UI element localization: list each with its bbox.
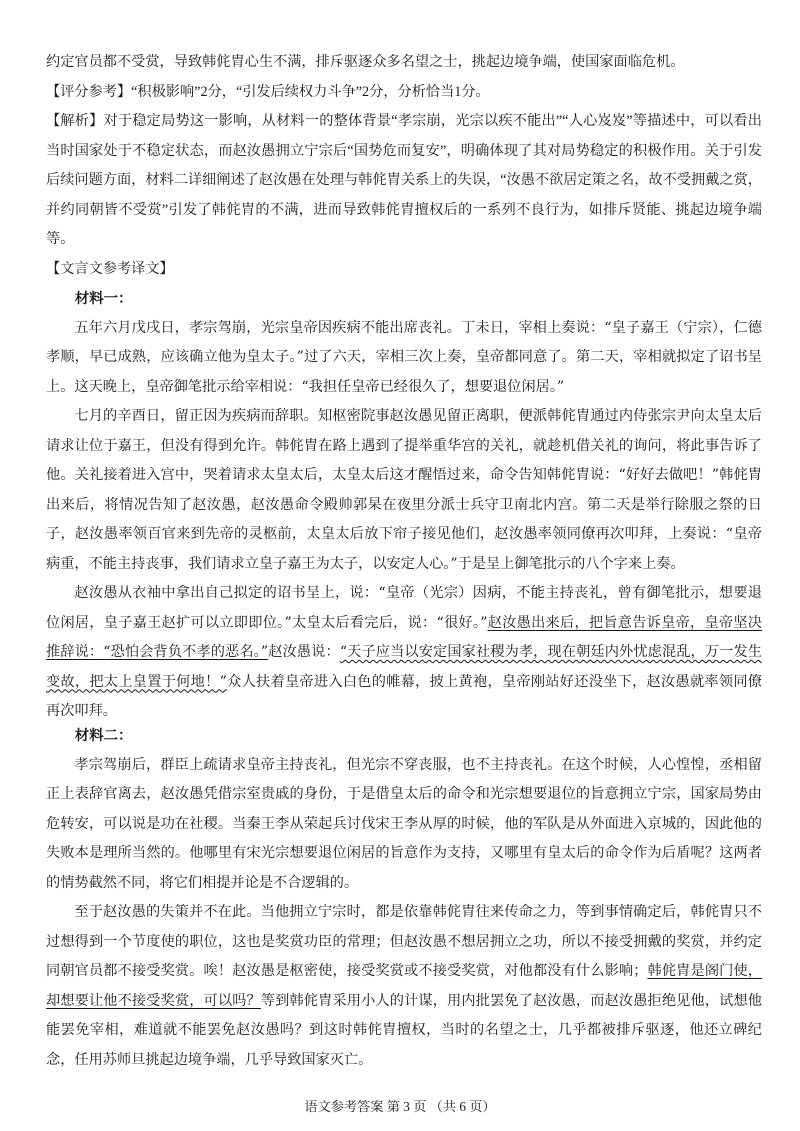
material-two-p2-text-a: 至于赵汝愚的失策并不在此。当他拥立宁宗时，都是依靠韩侂胄往来传命之力，等到事情确定后，韩侂胄只不过想得到一个节度使的职位，这也是奖赏功臣的常理；但赵汝愚不想居拥立之功，所以不接受拥戴的奖赏，并约定同朝官员都不接受奖赏。唉！赵汝愚是枢密使，接受奖赏或不接受奖赏，对他都没有什么影响； bbox=[46, 904, 762, 979]
material-one-p3-text-b: 赵汝愚说： bbox=[268, 644, 340, 660]
material-two-heading: 材料二： bbox=[74, 727, 133, 744]
material-one bbox=[46, 284, 762, 727]
translation-section-title: 【文言文参考译文】 bbox=[46, 260, 174, 277]
material-one-paragraph-1: 五年六月戊戌日，孝宗驾崩，光宗皇帝因疾病不能出席丧礼。丁未日，宰相上奏说：“皇子嘉王（宁宗），仁德孝顺，早已成熟，应该确立他为皇太子。”过了六天，宰相三次上奏，皇帝都同意了。第二天，宰相就拟定了诏书呈上。这天晚上，皇帝御笔批示给宰相说：“我担任皇帝已经很久了，想要退位闲居。” bbox=[46, 319, 762, 395]
material-two bbox=[46, 721, 762, 1075]
material-two-paragraph-1: 孝宗驾崩后，群臣上疏请求皇帝主持丧礼，但光宗不穿丧服，也不主持丧礼。在这个时候，人心惶惶，丞相留正上表辞官离去，赵汝愚凭借宗室贵戚的身份，于是借皇太后的命令和光宗想要退位的旨意拥立宁宗，国家局势由危转安，可以说是功在社稷。当秦王李从荣起兵讨伐宋王李从厚的时候，他的军队是从外面进入京城的，因此他的失败本是理所当然的。他哪里有宋光宗想要退位闲居的旨意作为支持，又哪里有皇太后的命令作为后盾呢？这两者的情势截然不同，将它们相提并论是不合逻辑的。 bbox=[46, 756, 762, 891]
scoring-reference: 【评分参考】“积极影响”2分，“引发后续权力斗争”2分，分析恰当1分。 bbox=[46, 83, 490, 100]
analysis-paragraph: 【解析】对于稳定局势这一影响，从材料一的整体背景“孝宗崩，光宗以疾不能出”“人心岌岌”等描述中，可以看出当时国家处于不稳定状态，而赵汝愚拥立宁宗后“国势危而复安”，明确体现了其对局势稳定的积极作用。关于引发后续问题方面，材料二详细阐述了赵汝愚在处理与韩侂胄关系上的失误，“汝愚不欲居定策之名，故不受拥戴之赏，并约同朝皆不受赏”引发了韩侂胄的不满，进而导致韩侂胄擅权后的一系列不良行为，如排斥贤能、挑起边境争端等。 bbox=[46, 113, 762, 247]
material-one-heading: 材料一： bbox=[74, 290, 133, 307]
material-one-paragraph-3 bbox=[46, 579, 762, 727]
answer-section bbox=[46, 48, 762, 284]
material-one-p3-text-c: 众人扶着皇帝进入白色的帷幕，披上黄袍，皇帝刚站好还没坐下，赵汝愚就率领同僚再次叩拜。 bbox=[46, 673, 762, 719]
material-one-p3-text-a: 赵汝愚从衣袖中拿出自己拟定的诏书呈上，说：“皇帝（光宗）因病，不能主持丧礼，曾有御笔批示，想要退位闲居，皇子嘉王赵扩可以立即即位。”太皇太后看完后，说：“很好。” bbox=[46, 585, 762, 631]
page-footer: 语文参考答案 第 3 页 （共 6 页） bbox=[304, 1099, 496, 1114]
straight-underlined-passage: 赵汝愚出来后，把旨意告诉皇帝，皇帝坚决推辞说：“恐怕会背负不孝的恶名。” bbox=[46, 614, 762, 660]
answer-continuation: 约定官员都不受赏，导致韩侂胄心生不满，排斥驱逐众多名望之士，挑起边境争端，使国家面临危机。 bbox=[46, 54, 685, 70]
material-two-paragraph-2 bbox=[46, 898, 762, 1075]
material-one-paragraph-2: 七月的辛酉日，留正因为疾病而辞职。知枢密院事赵汝愚见留正离职，便派韩侂胄通过内侍张宗尹向太皇太后请求让位于嘉王，但没有得到允许。韩侂胄在路上遇到了提举重华宫的关礼，就趁机借关礼的询问，将此事告诉了他。关礼接着进入宫中，哭着请求太皇太后，太皇太后这才醒悟过来，命令告知韩侂胄说：“好好去做吧！”韩侂胄出来后，将情况告知了赵汝愚，赵汝愚命令殿帅郭杲在夜里分派士兵守卫南北内宫。第二天是举行除服之祭的日子，赵汝愚率领百官来到先帝的灵柩前，太皇太后放下帘子接见他们，赵汝愚率领同僚再次叩拜，上奏说：“皇帝病重，不能主持丧事，我们请求立皇子嘉王为太子，以安定人心。”于是呈上御笔批示的八个字来上奏。 bbox=[46, 408, 762, 572]
straight-underlined-passage-2: 韩侂胄是阁门使，却想要让他不接受奖赏，可以吗？ bbox=[46, 963, 762, 1009]
wavy-underlined-passage: “天子应当以安定国家社稷为孝，现在朝廷内外忧虑混乱，万一发生变故，把太上皇置于何地！” bbox=[46, 644, 762, 690]
material-two-p2-text-b: 等到韩侂胄采用小人的计谋，用内批罢免了赵汝愚，而赵汝愚拒绝见他，试想他能罢免宰相，难道就不能罢免赵汝愚吗？到这时韩侂胄擅权，当时的名望之士，几乎都被排斥驱逐，他还立碑纪念，任用苏师旦挑起边境争端，几乎导致国家灭亡。 bbox=[46, 992, 762, 1068]
